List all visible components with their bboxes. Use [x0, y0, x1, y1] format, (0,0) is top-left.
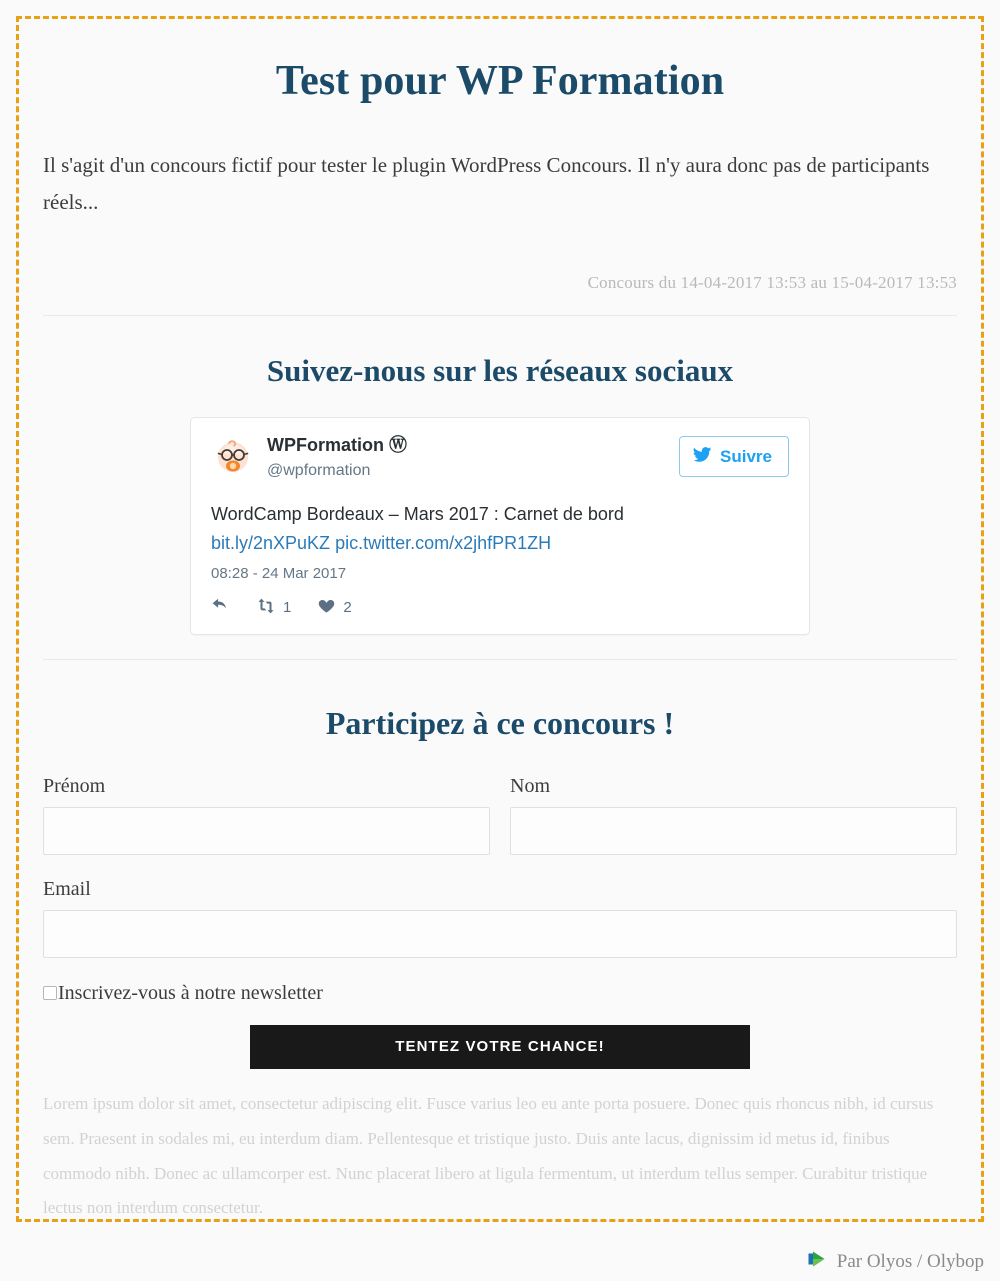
section-divider-bottom	[43, 659, 957, 660]
entry-form	[43, 772, 957, 1069]
like-count: 2	[343, 599, 352, 617]
like-button[interactable]	[317, 596, 351, 619]
tweet-links	[211, 530, 789, 557]
tweet-display-name: WPFormation Ⓦ	[267, 434, 407, 455]
twitter-bird-icon	[692, 445, 712, 468]
tweet-identity	[267, 434, 679, 483]
newsletter-checkbox[interactable]	[43, 986, 57, 1000]
firstname-field	[43, 772, 490, 855]
follow-button[interactable]	[679, 436, 789, 477]
email-field	[43, 875, 957, 958]
tweet-link-pic[interactable]: pic.twitter.com/x2jhfPR1ZH	[335, 532, 552, 553]
retweet-button[interactable]	[256, 596, 291, 620]
olyos-logo-icon	[806, 1248, 828, 1276]
name-field-row	[43, 772, 957, 855]
submit-button[interactable]: TENTEZ VOTRE CHANCE!	[250, 1025, 750, 1069]
newsletter-label: Inscrivez-vous à notre newsletter	[58, 981, 323, 1004]
section-divider-top	[43, 315, 957, 316]
intro-text: Il s'agit d'un concours fictif pour tester le plugin WordPress Concours. Il n'y aura donc pas de participants réels...	[43, 153, 930, 215]
tweet-header	[211, 434, 789, 483]
contest-frame	[16, 16, 984, 1222]
heart-icon	[317, 596, 336, 619]
tweet-handle: @wpformation	[267, 462, 371, 480]
email-input[interactable]	[43, 910, 957, 958]
tweet-timestamp: 08:28 - 24 Mar 2017	[211, 564, 347, 582]
lastname-input[interactable]	[510, 807, 957, 855]
participate-heading: Participez à ce concours !	[325, 704, 675, 741]
credit-text: Par Olyos / Olybop	[836, 1251, 984, 1272]
newsletter-row	[43, 980, 957, 1006]
retweet-count: 1	[283, 599, 292, 617]
lorem-text: Lorem ipsum dolor sit amet, consectetur adipiscing elit. Fusce varius leo eu ante porta posuere. Donec quis rhoncus nibh, id cursus sem. Praesent in sodales mi, eu interdum diam. Pellentesque et tristique justo. Duis ante lacus, dignissim id metus id, finibus commodo nibh. Donec ac ullamcorper est. Nunc placerat libero at ligula fermentum, ut interdum tellus semper. Curabitur tristique lectus non interdum consectetur.	[43, 1093, 934, 1218]
tweet-actions	[211, 596, 789, 620]
reply-button[interactable]	[211, 596, 230, 619]
lastname-field	[510, 772, 957, 855]
email-label: Email	[43, 877, 91, 900]
tweet-text: WordCamp Bordeaux – Mars 2017 : Carnet de bord	[211, 503, 624, 524]
participate-block	[43, 704, 957, 1227]
contest-dates: Concours du 14-04-2017 13:53 au 15-04-2017 13:53	[587, 272, 957, 292]
tweet-card[interactable]	[190, 417, 810, 635]
tweet-link-shortened[interactable]: bit.ly/2nXPuKZ	[211, 532, 331, 553]
page-title: Test pour WP Formation	[275, 58, 725, 104]
lastname-label: Nom	[510, 774, 550, 797]
avatar	[211, 434, 255, 478]
reply-arrow-icon	[211, 596, 230, 619]
social-heading: Suivez-nous sur les réseaux sociaux	[266, 352, 734, 388]
submit-wrap	[43, 1025, 957, 1069]
firstname-label: Prénom	[43, 774, 106, 797]
social-block	[43, 352, 957, 635]
firstname-input[interactable]	[43, 807, 490, 855]
follow-button-label: Suivre	[720, 446, 772, 466]
retweet-icon	[256, 596, 276, 620]
credit	[806, 1248, 984, 1276]
tweet-embed	[190, 417, 810, 635]
